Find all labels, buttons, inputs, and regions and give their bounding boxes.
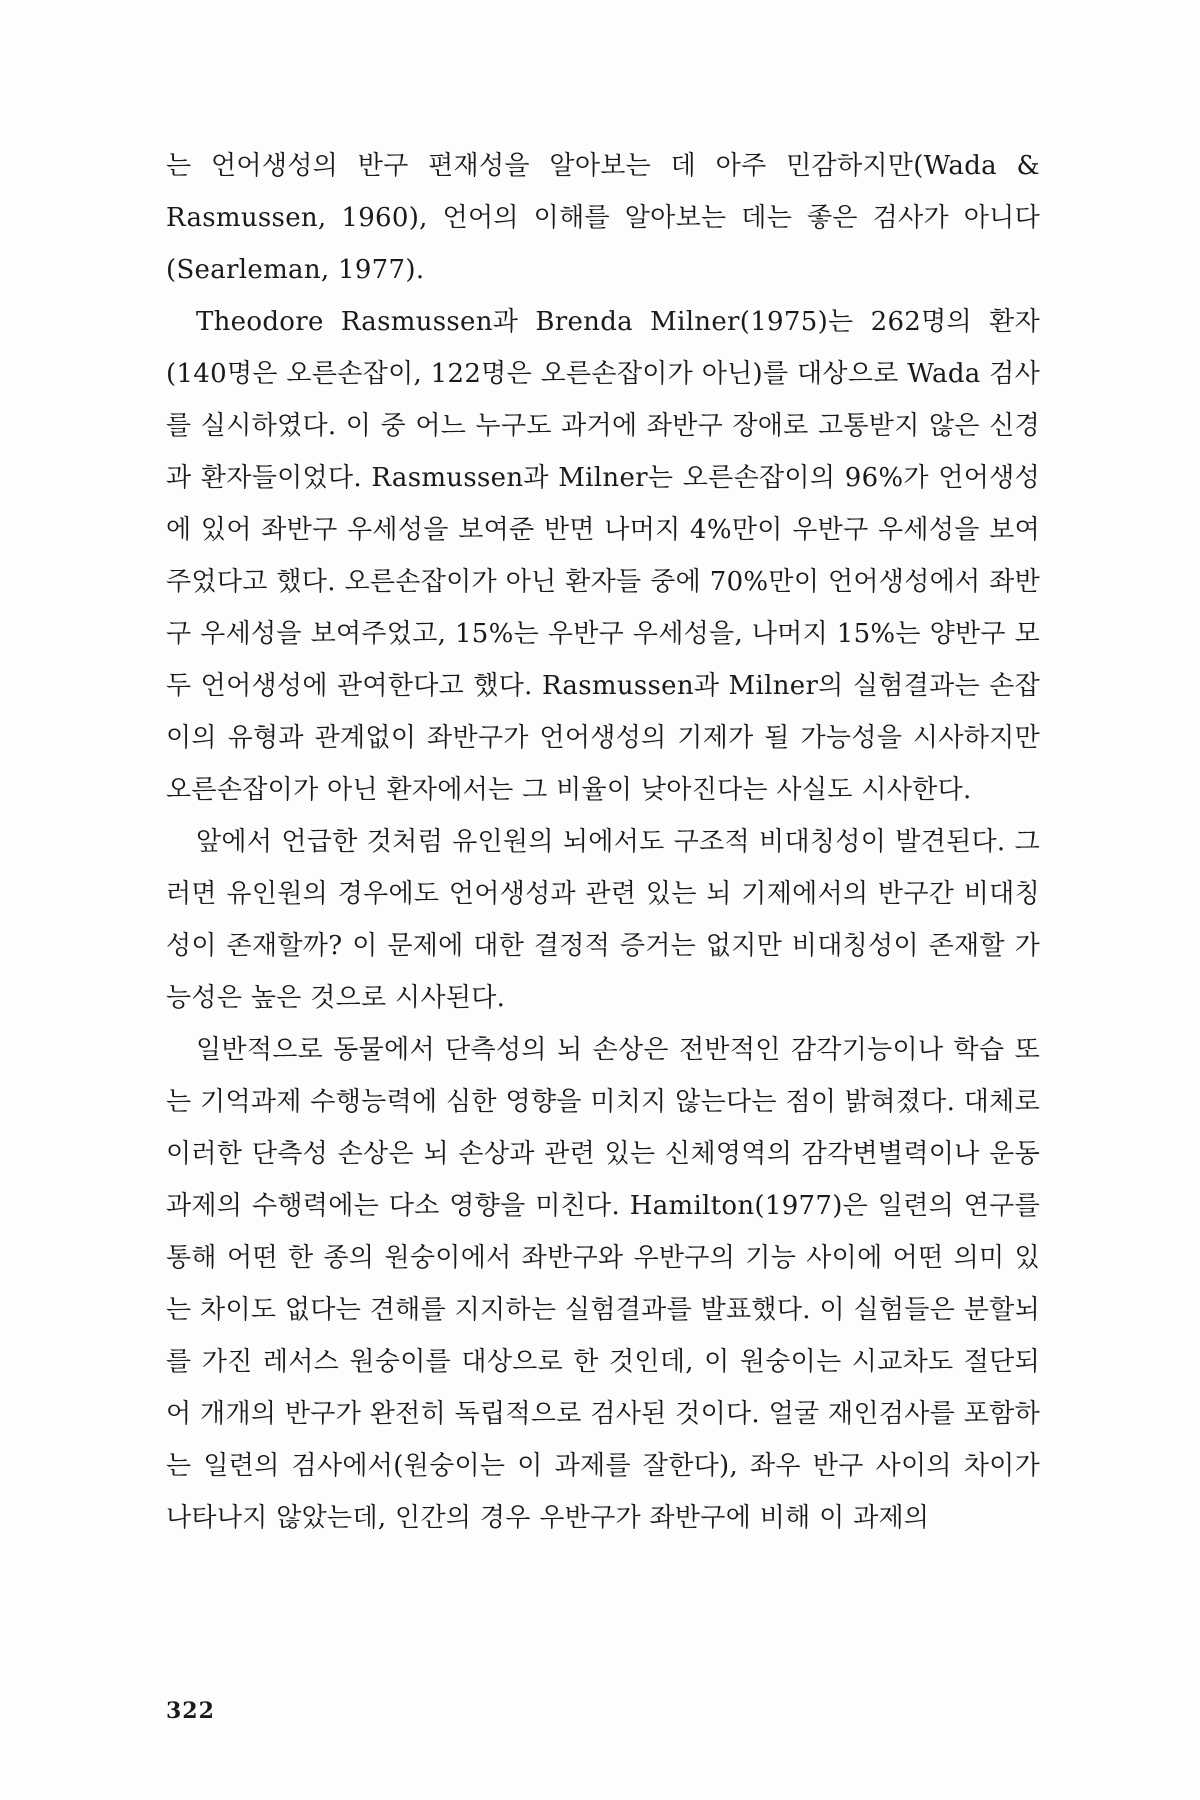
body-text <box>166 140 1040 1544</box>
paragraph-4: 일반적으로 동물에서 단측성의 뇌 손상은 전반적인 감각기능이나 학습 또는 기억과제 수행능력에 심한 영향을 미치지 않는다는 점이 밝혀졌다. 대체로 이러한 단측성 손상은 뇌 손상과 관련 있는 신체영역의 감각변별력이나 운동과제의 수행력에는 다소 영향을 미친다. Hamilton(1977)은 일련의 연구를 통해 어떤 한 종의 원숭이에서 좌반구와 우반구의 기능 사이에 어떤 의미 있는 차이도 없다는 견해를 지지하는 실험결과를 발표했다. 이 실험들은 분할뇌를 가진 레서스 원숭이를 대상으로 한 것인데, 이 원숭이는 시교차도 절단되어 개개의 반구가 완전히 독립적으로 검사된 것이다. 얼굴 재인검사를 포함하는 일련의 검사에서(원숭이는 이 과제를 잘한다), 좌우 반구 사이의 차이가 나타나지 않았는데, 인간의 경우 우반구가 좌반구에 비해 이 과제의 <box>166 1035 1040 1533</box>
paragraph-1: 는 언어생성의 반구 편재성을 알아보는 데 아주 민감하지만(Wada & Rasmussen, 1960), 언어의 이해를 알아보는 데는 좋은 검사가 아니다(Searleman, 1977). <box>166 151 1040 285</box>
paragraph-3: 앞에서 언급한 것처럼 유인원의 뇌에서도 구조적 비대칭성이 발견된다. 그러면 유인원의 경우에도 언어생성과 관련 있는 뇌 기제에서의 반구간 비대칭성이 존재할까? 이 문제에 대한 결정적 증거는 없지만 비대칭성이 존재할 가능성은 높은 것으로 시사된다. <box>166 827 1040 1013</box>
page-number: 322 <box>166 1698 215 1724</box>
paragraph-2: Theodore Rasmussen과 Brenda Milner(1975)는 262명의 환자(140명은 오른손잡이, 122명은 오른손잡이가 아닌)를 대상으로 Wada 검사를 실시하였다. 이 중 어느 누구도 과거에 좌반구 장애로 고통받지 않은 신경과 환자들이었다. Rasmussen과 Milner는 오른손잡이의 96%가 언어생성에 있어 좌반구 우세성을 보여준 반면 나머지 4%만이 우반구 우세성을 보여주었다고 했다. 오른손잡이가 아닌 환자들 중에 70%만이 언어생성에서 좌반구 우세성을 보여주었고, 15%는 우반구 우세성을, 나머지 15%는 양반구 모두 언어생성에 관여한다고 했다. Rasmussen과 Milner의 실험결과는 손잡이의 유형과 관계없이 좌반구가 언어생성의 기제가 될 가능성을 시사하지만 오른손잡이가 아닌 환자에서는 그 비율이 낮아진다는 사실도 시사한다. <box>166 307 1040 805</box>
